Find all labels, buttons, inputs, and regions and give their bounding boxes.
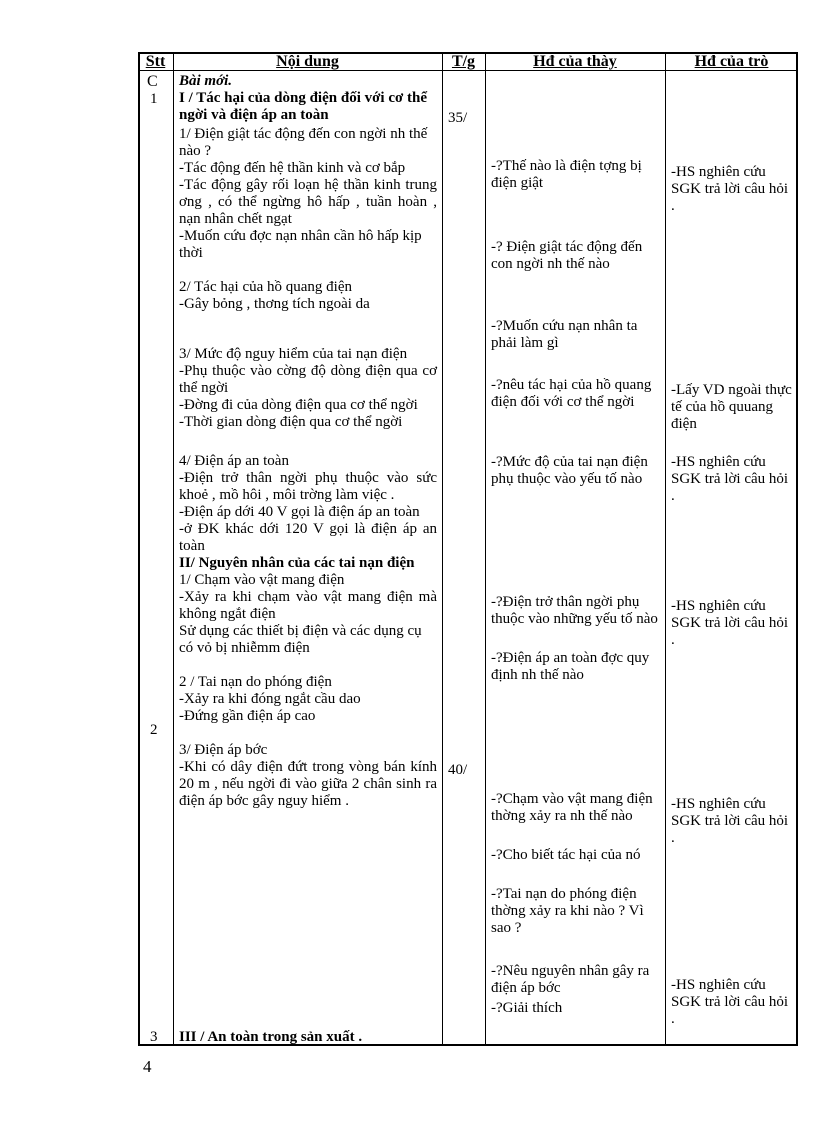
content-line: 4/ Điện áp an toàn	[179, 453, 289, 469]
section-heading-2: II/ Nguyên nhân của các tai nạn điện	[179, 555, 415, 571]
header-noi-dung: Nội dung	[276, 53, 339, 70]
teacher-question: -?Thế nào là điện tợng bị điện giật	[491, 158, 642, 191]
teacher-question: -?Cho biết tác hại của nó	[491, 847, 641, 863]
content-line: -Khi có dây điện đứt trong vòng bán kính 20 m , nếu ngời đi vào giữa 2 chân sinh ra điện áp bớc gây nguy hiểm .	[179, 759, 437, 809]
new-lesson-title: Bài mới.	[179, 73, 233, 89]
teacher-question: -?Mức độ của tai nạn điện phụ thuộc vào yếu tố nào	[491, 454, 648, 487]
content-line: 2/ Tác hại của hồ quang điện	[179, 279, 352, 295]
header-divider	[138, 70, 798, 71]
stt-1: 1	[150, 91, 158, 107]
content-line: -Điện áp dới 40 V gọi là điện áp an toàn	[179, 504, 420, 520]
student-activity: -HS nghiên cứu SGK trả lời câu hỏi .	[671, 454, 789, 504]
time-40: 40/	[448, 762, 468, 778]
column-divider	[485, 52, 486, 1046]
content-line: -ở ĐK khác dới 120 V gọi là điện áp an toàn	[179, 521, 437, 554]
content-line: Sử dụng các thiết bị điện và các dụng cụ có vỏ bị nhiễmm điện	[179, 623, 422, 656]
header-hd-thay: Hđ của thày	[533, 53, 617, 70]
stt-section-c: C	[147, 73, 158, 90]
header-tg: T/g	[451, 53, 476, 70]
header-hd-tro: Hđ của trò	[694, 53, 769, 70]
student-activity: -HS nghiên cứu SGK trả lời câu hỏi .	[671, 796, 789, 846]
column-divider	[665, 52, 666, 1046]
content-line: 2 / Tai nạn do phóng điện	[179, 674, 332, 690]
time-35: 35/	[448, 110, 468, 126]
content-line: -Phụ thuộc vào cờng độ dòng điện qua cơ thể ngời	[179, 363, 437, 396]
teacher-question: -?Chạm vào vật mang điện thờng xảy ra nh thế nào	[491, 791, 653, 824]
student-activity: -HS nghiên cứu SGK trả lời câu hỏi .	[671, 977, 789, 1027]
teacher-question: -? Điện giật tác động đến con ngời nh thế nào	[491, 239, 643, 272]
teacher-question: -?Điện áp an toàn đợc quy định nh thế nào	[491, 650, 650, 683]
stt-2: 2	[150, 722, 158, 738]
content-line: -Muốn cứu đợc nạn nhân cần hô hấp kịp thời	[179, 228, 422, 261]
content-line: -Điện trở thân ngời phụ thuộc vào sức khoẻ , mồ hôi , môi trờng làm việc .	[179, 470, 437, 503]
section-heading-1: I / Tác hại của dòng điện đối với cơ thể ngời và điện áp an toàn	[179, 90, 428, 123]
content-line: -Tác động đến hệ thần kinh và cơ bắp	[179, 160, 406, 176]
column-divider	[173, 52, 174, 1046]
section-heading-3: III / An toàn trong sản xuất .	[179, 1029, 363, 1044]
student-activity: -HS nghiên cứu SGK trả lời câu hỏi .	[671, 164, 789, 214]
teacher-question: -?Điện trở thân ngời phụ thuộc vào những yếu tố nào	[491, 594, 658, 627]
teacher-question: -?Nêu nguyên nhân gây ra điện áp bớc	[491, 963, 650, 996]
content-line: 1/ Điện giật tác động đến con ngời nh thế nào ?	[179, 126, 428, 159]
stt-3: 3	[150, 1029, 158, 1045]
content-line: -Đứng gần điện áp cao	[179, 708, 316, 724]
teacher-question: -?Muốn cứu nạn nhân ta phải làm gì	[491, 318, 638, 351]
content-line: 3/ Mức độ nguy hiểm của tai nạn điện	[179, 346, 408, 362]
content-line: -Xảy ra khi chạm vào vật mang điện mà không ngắt điện	[179, 589, 437, 622]
content-line: 3/ Điện áp bớc	[179, 742, 268, 758]
column-divider	[442, 52, 443, 1046]
content-column	[179, 73, 437, 810]
teacher-question: -?nêu tác hại của hồ quang điện đối với cơ thể ngời	[491, 377, 652, 410]
content-line: -Tác động gây rối loạn hệ thần kinh trung ơng , có thể ngừng hô hấp , tuần hoàn , nạn nhân chết ngạt	[179, 177, 437, 227]
student-activity: -HS nghiên cứu SGK trả lời câu hỏi .	[671, 598, 789, 648]
page-number: 4	[143, 1057, 152, 1076]
teacher-question: -?Giải thích	[491, 1000, 563, 1016]
content-line: 1/ Chạm vào vật mang điện	[179, 572, 345, 588]
student-activity: -Lấy VD ngoài thực tế của hồ quuang điện	[671, 382, 792, 432]
content-line: -Thời gian dòng điện qua cơ thể ngời	[179, 414, 403, 430]
header-stt: Stt	[145, 53, 166, 70]
teacher-question: -?Tai nạn do phóng điện thờng xảy ra khi nào ? Vì sao ?	[491, 886, 644, 936]
content-line: -Gây bỏng , thơng tích ngoài da	[179, 296, 370, 312]
content-line: -Đờng đi của dòng điện qua cơ thể ngời	[179, 397, 418, 413]
content-line: -Xảy ra khi đóng ngắt cầu dao	[179, 691, 361, 707]
